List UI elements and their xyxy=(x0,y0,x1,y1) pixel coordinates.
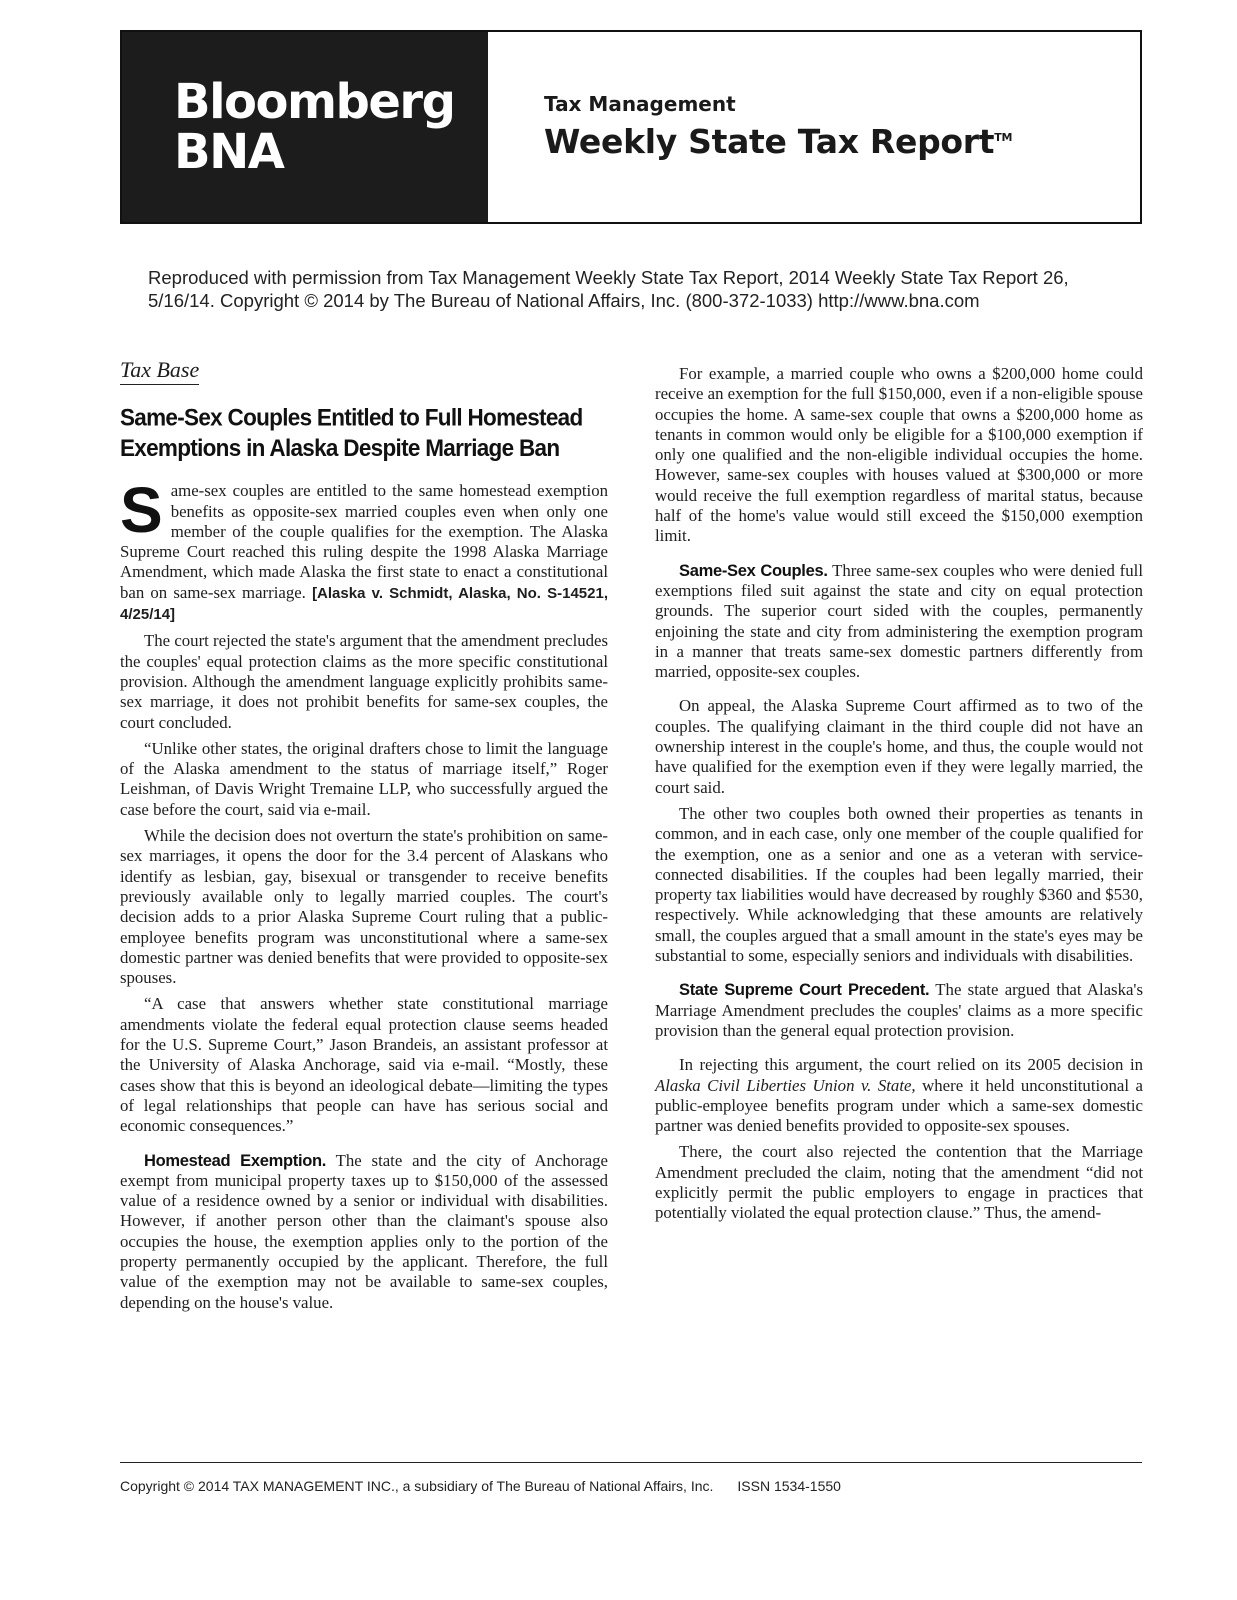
text: In rejecting this argument, the court relied on its 2005 decision in xyxy=(679,1055,1143,1075)
logo-line-2: BNA xyxy=(174,124,284,180)
paragraph: While the decision does not overturn the state's prohibition on same-sex marriages, it opens the door for the 3.4 percent of Alaskans who identify as lesbian, gay, bisexual or transgender to receive benefits previously available only to legally married couples. The court's decision adds to a prior Alaska Supreme Court ruling that a public-employee benefits program was unconstitutional where a same-sex domestic partner was denied benefits that were provided to opposite-sex spouses. xyxy=(120,826,608,988)
publication-title-text: Weekly State Tax Report xyxy=(544,122,995,161)
footer-copyright: Copyright © 2014 TAX MANAGEMENT INC., a subsidiary of The Bureau of National Affairs, Inc. xyxy=(120,1478,714,1494)
subhead-couples: Same-Sex Couples. xyxy=(679,561,828,580)
paragraph xyxy=(655,1055,1143,1136)
homestead-text: The state and the city of Anchorage exempt from municipal property taxes up to $150,000 of the assessed value of a residence owned by a senior or individual with disabilities. However, if another person other than the claimant's spouse also occupies the house, the exemption applies only to the portion of the property permanently occupied by the applicant. Therefore, the full value of the exemption may not be available to same-sex couples, depending on the house's value. xyxy=(120,1150,608,1312)
page-footer xyxy=(120,1478,841,1494)
paragraph: “Unlike other states, the original drafters chose to limit the language of the Alaska amendment to the status of marriage itself,” Roger Leishman, of Davis Wright Tremaine LLP, who successfully argued the case before the court, said via e-mail. xyxy=(120,738,608,819)
drop-cap: S xyxy=(120,474,163,547)
subhead-precedent: State Supreme Court Precedent. xyxy=(679,981,930,1000)
section-label: Tax Base xyxy=(120,360,199,385)
logo-line-1: Bloomberg xyxy=(174,74,455,130)
footer-issn: ISSN 1534-1550 xyxy=(737,1478,841,1494)
case-citation: [Alaska v. Schmidt, Alaska, No. S-14521, 4/25/14] xyxy=(120,584,609,624)
bloomberg-bna-logo xyxy=(122,32,488,222)
precedent-paragraph xyxy=(655,980,1143,1041)
lede-text: ame-sex couples are entitled to the same homestead exemption benefits as opposite-sex married couples even when only one member of the couple qualifies for the exemption. The Alaska Supreme Court reached this ruling despite the 1998 Alaska Marriage Amendment, which made Alaska the first state to enact a constitutional ban on same-sex marriage. xyxy=(120,481,608,602)
paragraph: The court rejected the state's argument that the amendment precludes the couples' equal protection claims as the more specific constitutional provision. Although the amendment language explicitly prohibits same-sex marriage, it does not prohibit benefits for same-sex couples, the court concluded. xyxy=(120,631,608,732)
paragraph: On appeal, the Alaska Supreme Court affirmed as to two of the couples. The qualifying claimant in the third couple did not have an ownership interest in the couple's home, and thus, the couple would not have qualified for the exemption even if they were legally married, the court said. xyxy=(655,696,1143,797)
case-name: Alaska Civil Liberties Union v. State, xyxy=(655,1075,916,1095)
couples-text: Three same-sex couples who were denied full exemptions filed suit against the state and city on equal protection grounds. The superior court sided with the couples, permanently enjoining the state and city from administering the exemption program in a manner that treats same-sex domestic partners differently from married, opposite-sex couples. xyxy=(655,560,1143,682)
publisher-name: Tax Management xyxy=(544,92,736,116)
trademark-mark: TM xyxy=(994,131,1013,144)
publication-block xyxy=(488,32,1012,222)
reproduction-notice: Reproduced with permission from Tax Management Weekly State Tax Report, 2014 Weekly State Tax Report 26, 5/16/14. Copyright © 2014 by The Bureau of National Affairs, Inc. (800-372-1033) http://www.bna.com xyxy=(148,267,1069,311)
paragraph: The other two couples both owned their properties as tenants in common, and in each case, only one member of the couple qualified for the exemption, one as a senior and one as a veteran with service-connected disabilities. If the couples had been legally married, their property tax liabilities would have decreased by roughly $360 and $530, respectively. While acknowledging that these amounts are relatively small, the couples argued that a small amount in the state's eyes may be substantial to some, especially seniors and individuals with disabilities. xyxy=(655,803,1143,966)
article-column-left xyxy=(120,357,609,1319)
couples-paragraph xyxy=(655,561,1143,683)
text: where it held unconstitutional a public-employee benefits program under which a same-sex domestic partner was denied benefits provided to opposite-sex spouses. xyxy=(655,1075,1144,1136)
article-headline: Same-Sex Couples Entitled to Full Homestead Exemptions in Alaska Despite Marriage Ban xyxy=(120,404,583,462)
precedent-text: The state argued that Alaska's Marriage Amendment precludes the couples' claims as a more specific provision than the general equal protection provision. xyxy=(655,980,1143,1040)
paragraph: For example, a married couple who owns a $200,000 home could receive an exemption for the full $150,000, even if a non-eligible spouse occupies the home. A same-sex couple that owns a $200,000 home as tenants in common would only be eligible for a $100,000 exemption if only one qualified and the non-eligible individual occupies the home. However, same-sex couples with houses valued at $300,000 or more would receive the full exemption regardless of marital status, because half of the home's value would still exceed the $150,000 exemption limit. xyxy=(655,364,1143,546)
article-column-right xyxy=(655,364,1143,1230)
paragraph: There, the court also rejected the contention that the Marriage Amendment precluded the claim, noting that the amendment “did not explicitly permit the public employers to engage in practices that potentially violated the equal protection clause.” Thus, the amend- xyxy=(655,1142,1143,1223)
footer-rule xyxy=(120,1462,1142,1463)
publication-title xyxy=(544,122,1012,161)
homestead-paragraph xyxy=(120,1151,608,1313)
subhead-homestead: Homestead Exemption. xyxy=(144,1151,327,1170)
paragraph: “A case that answers whether state constitutional marriage amendments violate the federal equal protection clause seems headed for the U.S. Supreme Court,” Jason Brandeis, an assistant professor at the University of Alaska Anchorage, said via e-mail. “Mostly, these cases show that this is beyond an ideological debate—limiting the types of legal relationships that people can have has serious social and economic consequences.” xyxy=(120,994,608,1136)
masthead xyxy=(120,30,1142,224)
article-lede xyxy=(120,474,609,625)
